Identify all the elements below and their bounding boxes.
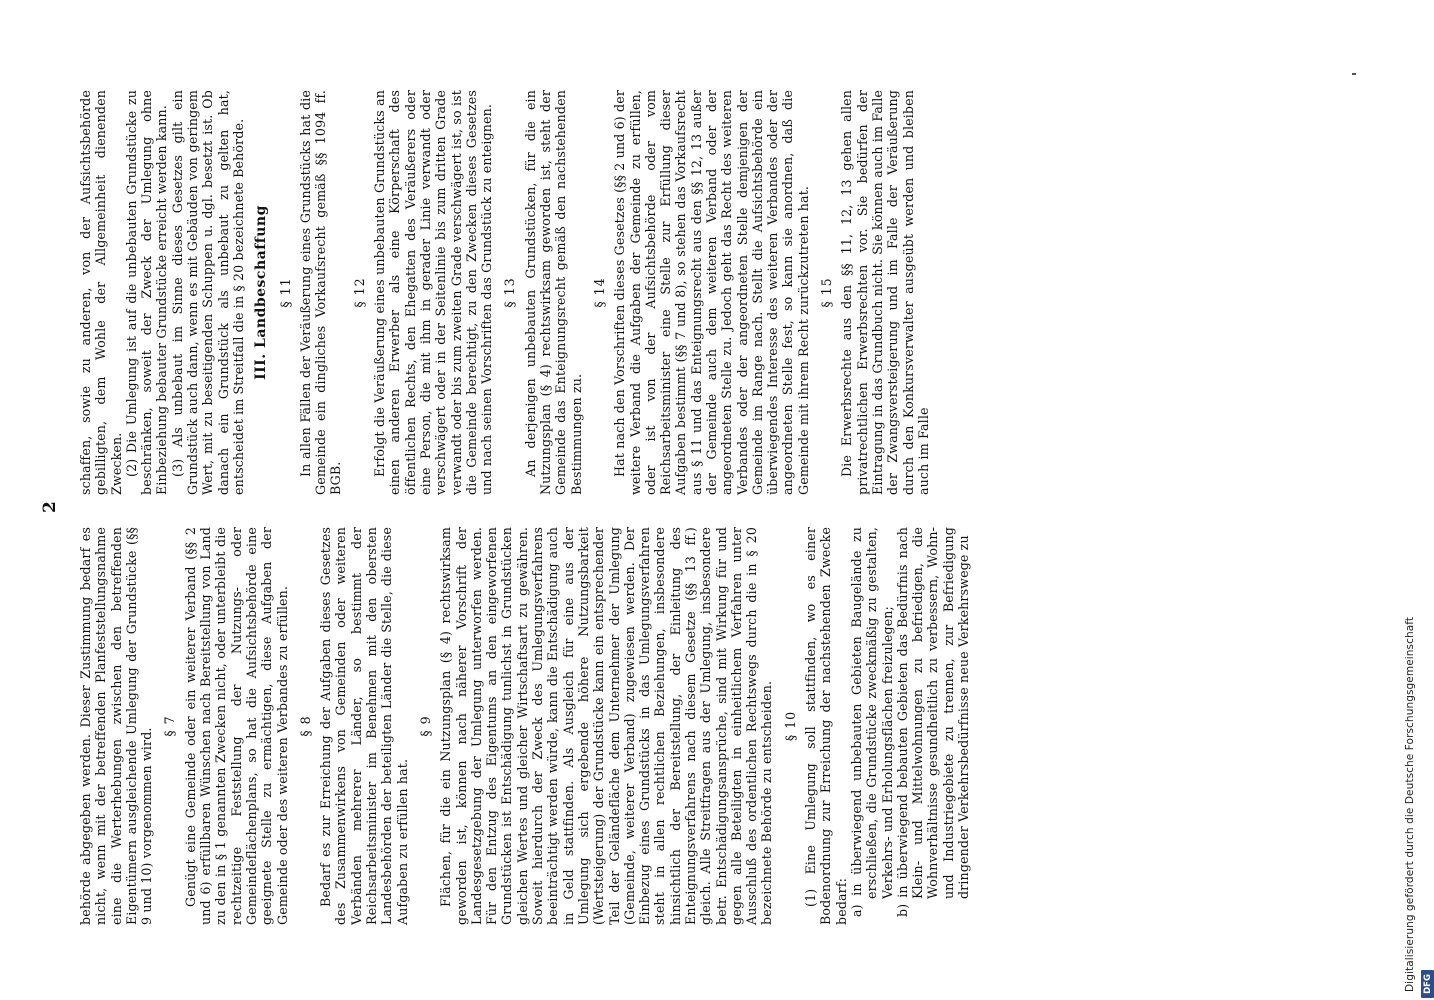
section-10-item-b: b) in überwiegend bebauten Gebieten das Bedürfnis nach Klein- und Mittelwohnungen zu befriedigen, die Wohnverhältnisse gesundheitlich zu verbessern, Wohn- und Industriegebiete zu trennen, zur Befriedigung dringender Verkehrsbedürfnisse neue Verkehrswege zu <box>894 527 972 917</box>
section-15-text: Die Erwerbsrechte aus den §§ 11, 12, 13 gehen allen privatrechtlichen Erwerbsrechten vor. Sie bedürfen der Eintragung in das Grundbuch nicht. Sie können auch im Falle der Zwangsversteigerung und im Falle der Veräußerung durch den Konkursverwalter ausgeübt werden und bleiben auch im Falle <box>839 90 931 495</box>
section-11-heading: § 11 <box>277 277 293 308</box>
section-13-text: An derjenigen unbebauten Grundstücken, für die ein Nutzungsplan (§ 4) rechtswirksam geworden ist, steht der Gemeinde das Enteignungsrecht gemäß den nachstehenden Bestimmungen zu. <box>522 90 584 495</box>
right-column <box>78 90 931 495</box>
section-9-heading: § 9 <box>417 715 433 737</box>
section-8-text: Bedarf es zur Erreichung der Aufgaben dieses Gesetzes des Zusammenwirkens von Gemeinden oder weiteren Verbänden mehrerer Länder, so bestimmt der Reichsarbeitsminister im Benehmen mit den obersten Landesbehörden der beteiligten Länder die Stelle, die diese Aufgaben zu erfüllen hat. <box>318 527 410 925</box>
right-intro: schaffen, sowie zu anderen, von der Aufsichtsbehörde gebilligten, dem Wohle der Allgemeinheit dienenden Zwecken. <box>78 90 124 495</box>
digitization-footer: Digitalisierung gefördert durch die Deutsche Forschungsgemeinschaft <box>1404 616 1416 992</box>
left-intro: behörde abgegeben werden. Dieser Zustimmung bedarf es nicht, wenn mit der betreffenden Planfeststellungsnahme eine die Werterhebungen zwischen den betreffenden Eigentümern ausgleichende Umlegung der Grundstücke (§§ 9 und 10) vorgenommen wird. <box>78 527 155 925</box>
section-10-heading: § 10 <box>782 710 798 742</box>
section-12-text: Erfolgt die Veräußerung eines unbebauten Grundstücks an einen anderen Erwerber als eine Körperschaft des öffentlichen Rechts, den Ehegatten des Veräußerers oder eine Person, die mit ihm in gerader Linie verwandt oder verschwägert oder in der Seitenlinie bis zum dritten Grade verwandt oder bis zum zweiten Grade verschwägert ist, so ist die Gemeinde berechtigt, zu den Zwecken dieses Gesetzes und nach seinen Vorschriften das Grundstück zu enteignen. <box>372 90 495 495</box>
section-11-text: In allen Fällen der Veräußerung eines Grundstücks hat die Gemeinde ein dingliches Vorkaufsrecht gemäß §§ 1094 ff. BGB. <box>297 90 344 495</box>
page-number: 2 <box>40 501 60 513</box>
section-8-heading: § 8 <box>297 715 313 737</box>
section-9-text: Flächen, für die ein Nutzungsplan (§ 4) rechtswirksam geworden ist, können nach näherer Vorschrift der Landesgesetzgebung der Umlegung unterworfen werden. Für den Entzug des Eigentums an den eingeworfenen Grundstücken ist Entschädigung tunlichst in Grundstücken gleichen Wertes und gleicher Wirtschaftsart zu gewähren. Soweit hierdurch der Zweck des Umlegungsverfahrens beeinträchtigt werden würde, kann die Entschädigung auch in Geld stattfinden. Als Ausgleich für eine aus der Umlegung sich ergebende höhere Nutzungsbarkeit (Wertsteigerung) der Grundstücke kann ein entsprechender Teil der Geländefläche dem Unternehmer der Umlegung (Gemeinde, weiterer Verband) zugewiesen werden. Der Einbezug eines Grundstücks in das Umlegungsverfahren steht in allen rechtlichen Beziehungen, insbesondere hinsichtlich der Bereitstellung, der Einleitung des Enteignungsverfahrens nach diesem Gesetze (§§ 13 ff.) gleich. Alle Streitfragen aus der Umlegung, insbesondere betr. Entschädigungsansprüche, sind mit Wirkung für und gegen alle Beteiligten in einheitlichem Verfahren unter Ausschluß des ordentlichen Rechtswegs durch die in § 20 bezeichnete Behörde zu entscheiden. <box>438 527 775 925</box>
section-7-heading: § 7 <box>162 715 178 737</box>
right-intro-item-2: (2) Die Umlegung ist auf die unbebauten Grundstücke zu beschränken, soweit der Zweck der Umlegung ohne Einbeziehung bebauter Grundstücke erreicht werden kann. <box>123 90 170 495</box>
right-intro-item-3: (3) Als unbebaut im Sinne dieses Gesetzes gilt ein Grundstück auch dann, wenn es mit Gebäuden von geringem Wert, mit zu beseitigenden Schuppen u. dgl. besetzt ist. Ob danach ein Grundstück als unbebaut zu gelten hat, entscheidet im Streitfall die in § 20 bezeichnete Behörde. <box>169 90 246 495</box>
section-7-text: Genügt eine Gemeinde oder ein weiterer Verband (§§ 2 und 6) erfüllbaren Wünschen nach Bereitstellung von Land zu den in § 1 genannten Zwecken nicht, oder unterbleibt die rechtzeitige Feststellung der Nutzungs- oder Gemeindeflächenplans, so hat die Aufsichtsbehörde eine geeignete Stelle zu ermächtigen, diese Aufgaben der Gemeinde oder des weiteren Verbandes zu erfüllen. <box>182 527 290 925</box>
section-13-heading: § 13 <box>502 277 518 308</box>
section-10-item-a: a) in überwiegend unbebauten Gebieten Baugelände zu erschließen, die Grundstücke zweckmäßig zu gestalten, Verkehrs- und Erholungsflächen freizulegen; <box>848 527 895 917</box>
section-12-heading: § 12 <box>351 277 367 308</box>
section-14-heading: § 14 <box>591 277 607 308</box>
dfg-logo: DFG <box>1421 970 1434 998</box>
section-15-heading: § 15 <box>819 277 835 308</box>
section-10-text: (1) Eine Umlegung soll stattfinden, wo es einer Bodenordnung zur Erreichung der nachstehenden Zwecke bedarf: <box>803 527 849 925</box>
section-14-text: Hat nach den Vorschriften dieses Gesetzes (§§ 2 und 6) der weitere Verband die Aufgaben der Gemeinde zu erfüllen, oder ist von der Aufsichtsbehörde oder vom Reichsarbeitsminister eine Stelle zur Erfüllung dieser Aufgaben bestimmt (§§ 7 und 8), so stehen das Vorkaufsrecht aus § 11 und das Enteignungsrecht aus den §§ 12, 13 außer der Gemeinde auch dem weiteren Verband oder der angeordneten Stelle zu. Jedoch geht das Recht des weiteren Verbandes oder der angeordneten Stelle demjenigen der Gemeinde im Range nach. Stellt die Aufsichtsbehörde ein überwiegendes Interesse des weiteren Verbandes oder der angeordneten Stelle fest, so kann sie anordnen, daß die Gemeinde mit ihrem Recht zurückzutreten hat. <box>612 90 811 495</box>
chapter-heading: III. Landbeschaffung <box>253 205 270 380</box>
left-column <box>78 527 971 925</box>
scan-speck <box>1352 73 1356 75</box>
